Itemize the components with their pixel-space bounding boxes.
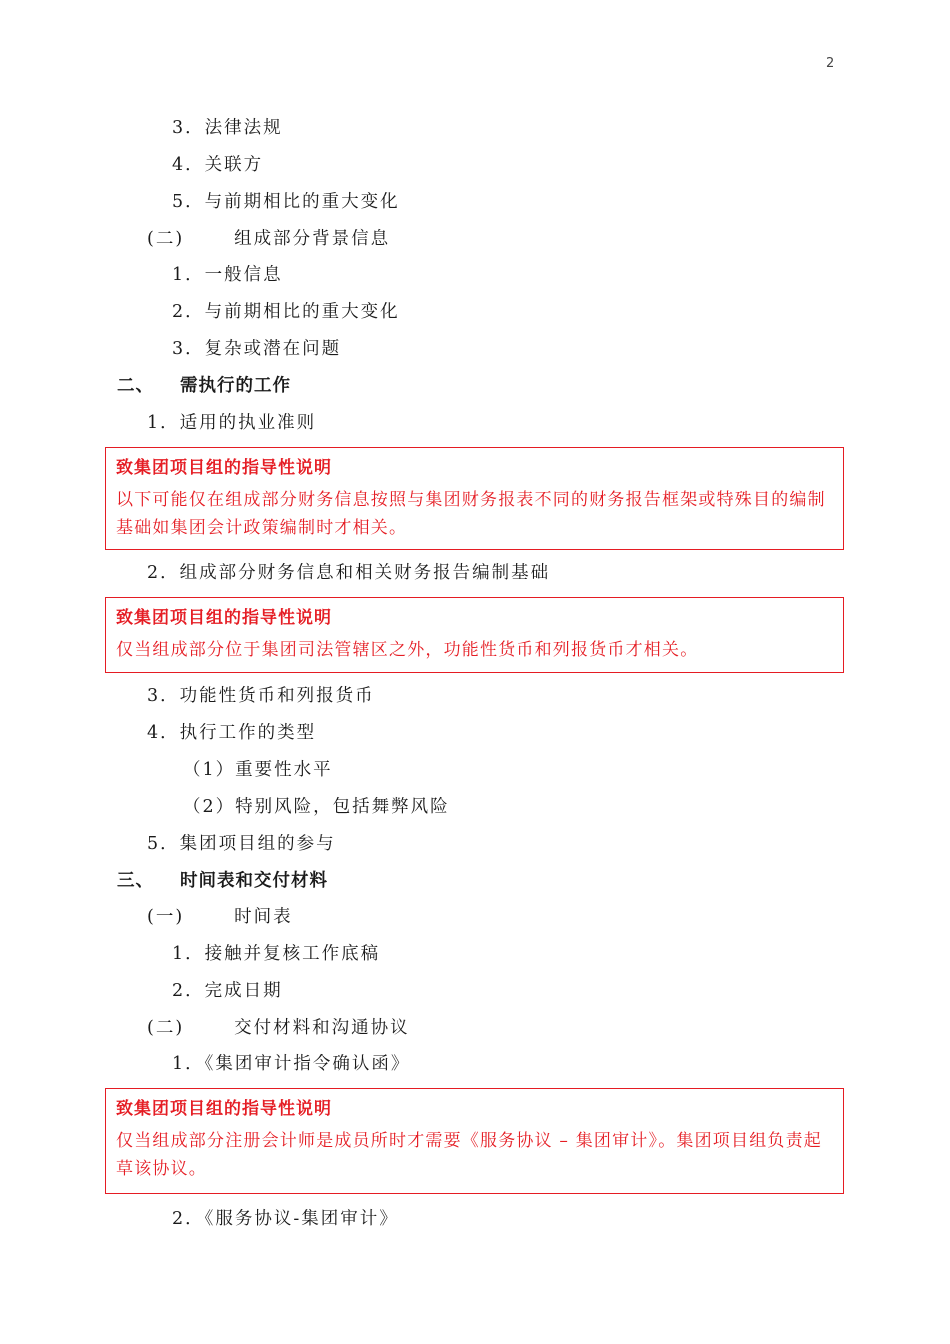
guidance-box — [105, 447, 844, 550]
chapter-number: 二、 — [117, 376, 154, 396]
chapter-heading — [117, 870, 328, 892]
chapter-title: 需执行的工作 — [180, 376, 291, 396]
section-heading — [147, 1017, 410, 1039]
guidance-box — [105, 1088, 844, 1194]
list-item: 5．集团项目组的参与 — [147, 834, 336, 854]
list-item: 1．一般信息 — [172, 265, 283, 285]
section-title: 交付材料和沟通协议 — [234, 1018, 410, 1038]
list-item: 3．法律法规 — [172, 118, 283, 138]
chapter-number: 三、 — [117, 871, 154, 891]
guidance-text: 仅当组成部分注册会计师是成员所时才需要《服务协议 – 集团审计》。集团项目组负责起草该协议。 — [116, 1131, 823, 1179]
list-item: 3．功能性货币和列报货币 — [147, 686, 375, 706]
guidance-title: 致集团项目组的指导性说明 — [116, 1099, 332, 1119]
list-item: 5．与前期相比的重大变化 — [172, 192, 400, 212]
section-title: 组成部分背景信息 — [234, 229, 391, 249]
list-item: 2．与前期相比的重大变化 — [172, 302, 400, 322]
guidance-box — [105, 597, 844, 673]
list-item: 3．复杂或潜在问题 — [172, 339, 342, 359]
chapter-heading — [117, 375, 291, 397]
list-item: 2．《服务协议-集团审计》 — [172, 1209, 399, 1229]
list-item: （2）特别风险，包括舞弊风险 — [183, 797, 450, 817]
list-item: 2．组成部分财务信息和相关财务报告编制基础 — [147, 563, 551, 583]
page-number: 2 — [826, 56, 835, 71]
list-item: 4．关联方 — [172, 155, 264, 175]
section-heading — [147, 906, 293, 928]
section-title: 时间表 — [234, 907, 293, 927]
guidance-title: 致集团项目组的指导性说明 — [116, 608, 332, 628]
guidance-text: 仅当组成部分位于集团司法管辖区之外，功能性货币和列报货币才相关。 — [116, 640, 699, 660]
section-number: (二) — [147, 229, 185, 249]
section-heading — [147, 228, 390, 250]
list-item: 1．适用的执业准则 — [147, 413, 317, 433]
list-item: 1．《集团审计指令确认函》 — [172, 1054, 411, 1074]
guidance-title: 致集团项目组的指导性说明 — [116, 458, 332, 478]
chapter-title: 时间表和交付材料 — [180, 871, 328, 891]
list-item: （1）重要性水平 — [183, 760, 333, 780]
section-number: (二) — [147, 1018, 185, 1038]
section-number: (一) — [147, 907, 185, 927]
guidance-text: 以下可能仅在组成部分财务信息按照与集团财务报表不同的财务报告框架或特殊目的编制基础如集团会计政策编制时才相关。 — [116, 490, 826, 538]
list-item: 1．接触并复核工作底稿 — [172, 944, 381, 964]
list-item: 4．执行工作的类型 — [147, 723, 317, 743]
list-item: 2．完成日期 — [172, 981, 283, 1001]
